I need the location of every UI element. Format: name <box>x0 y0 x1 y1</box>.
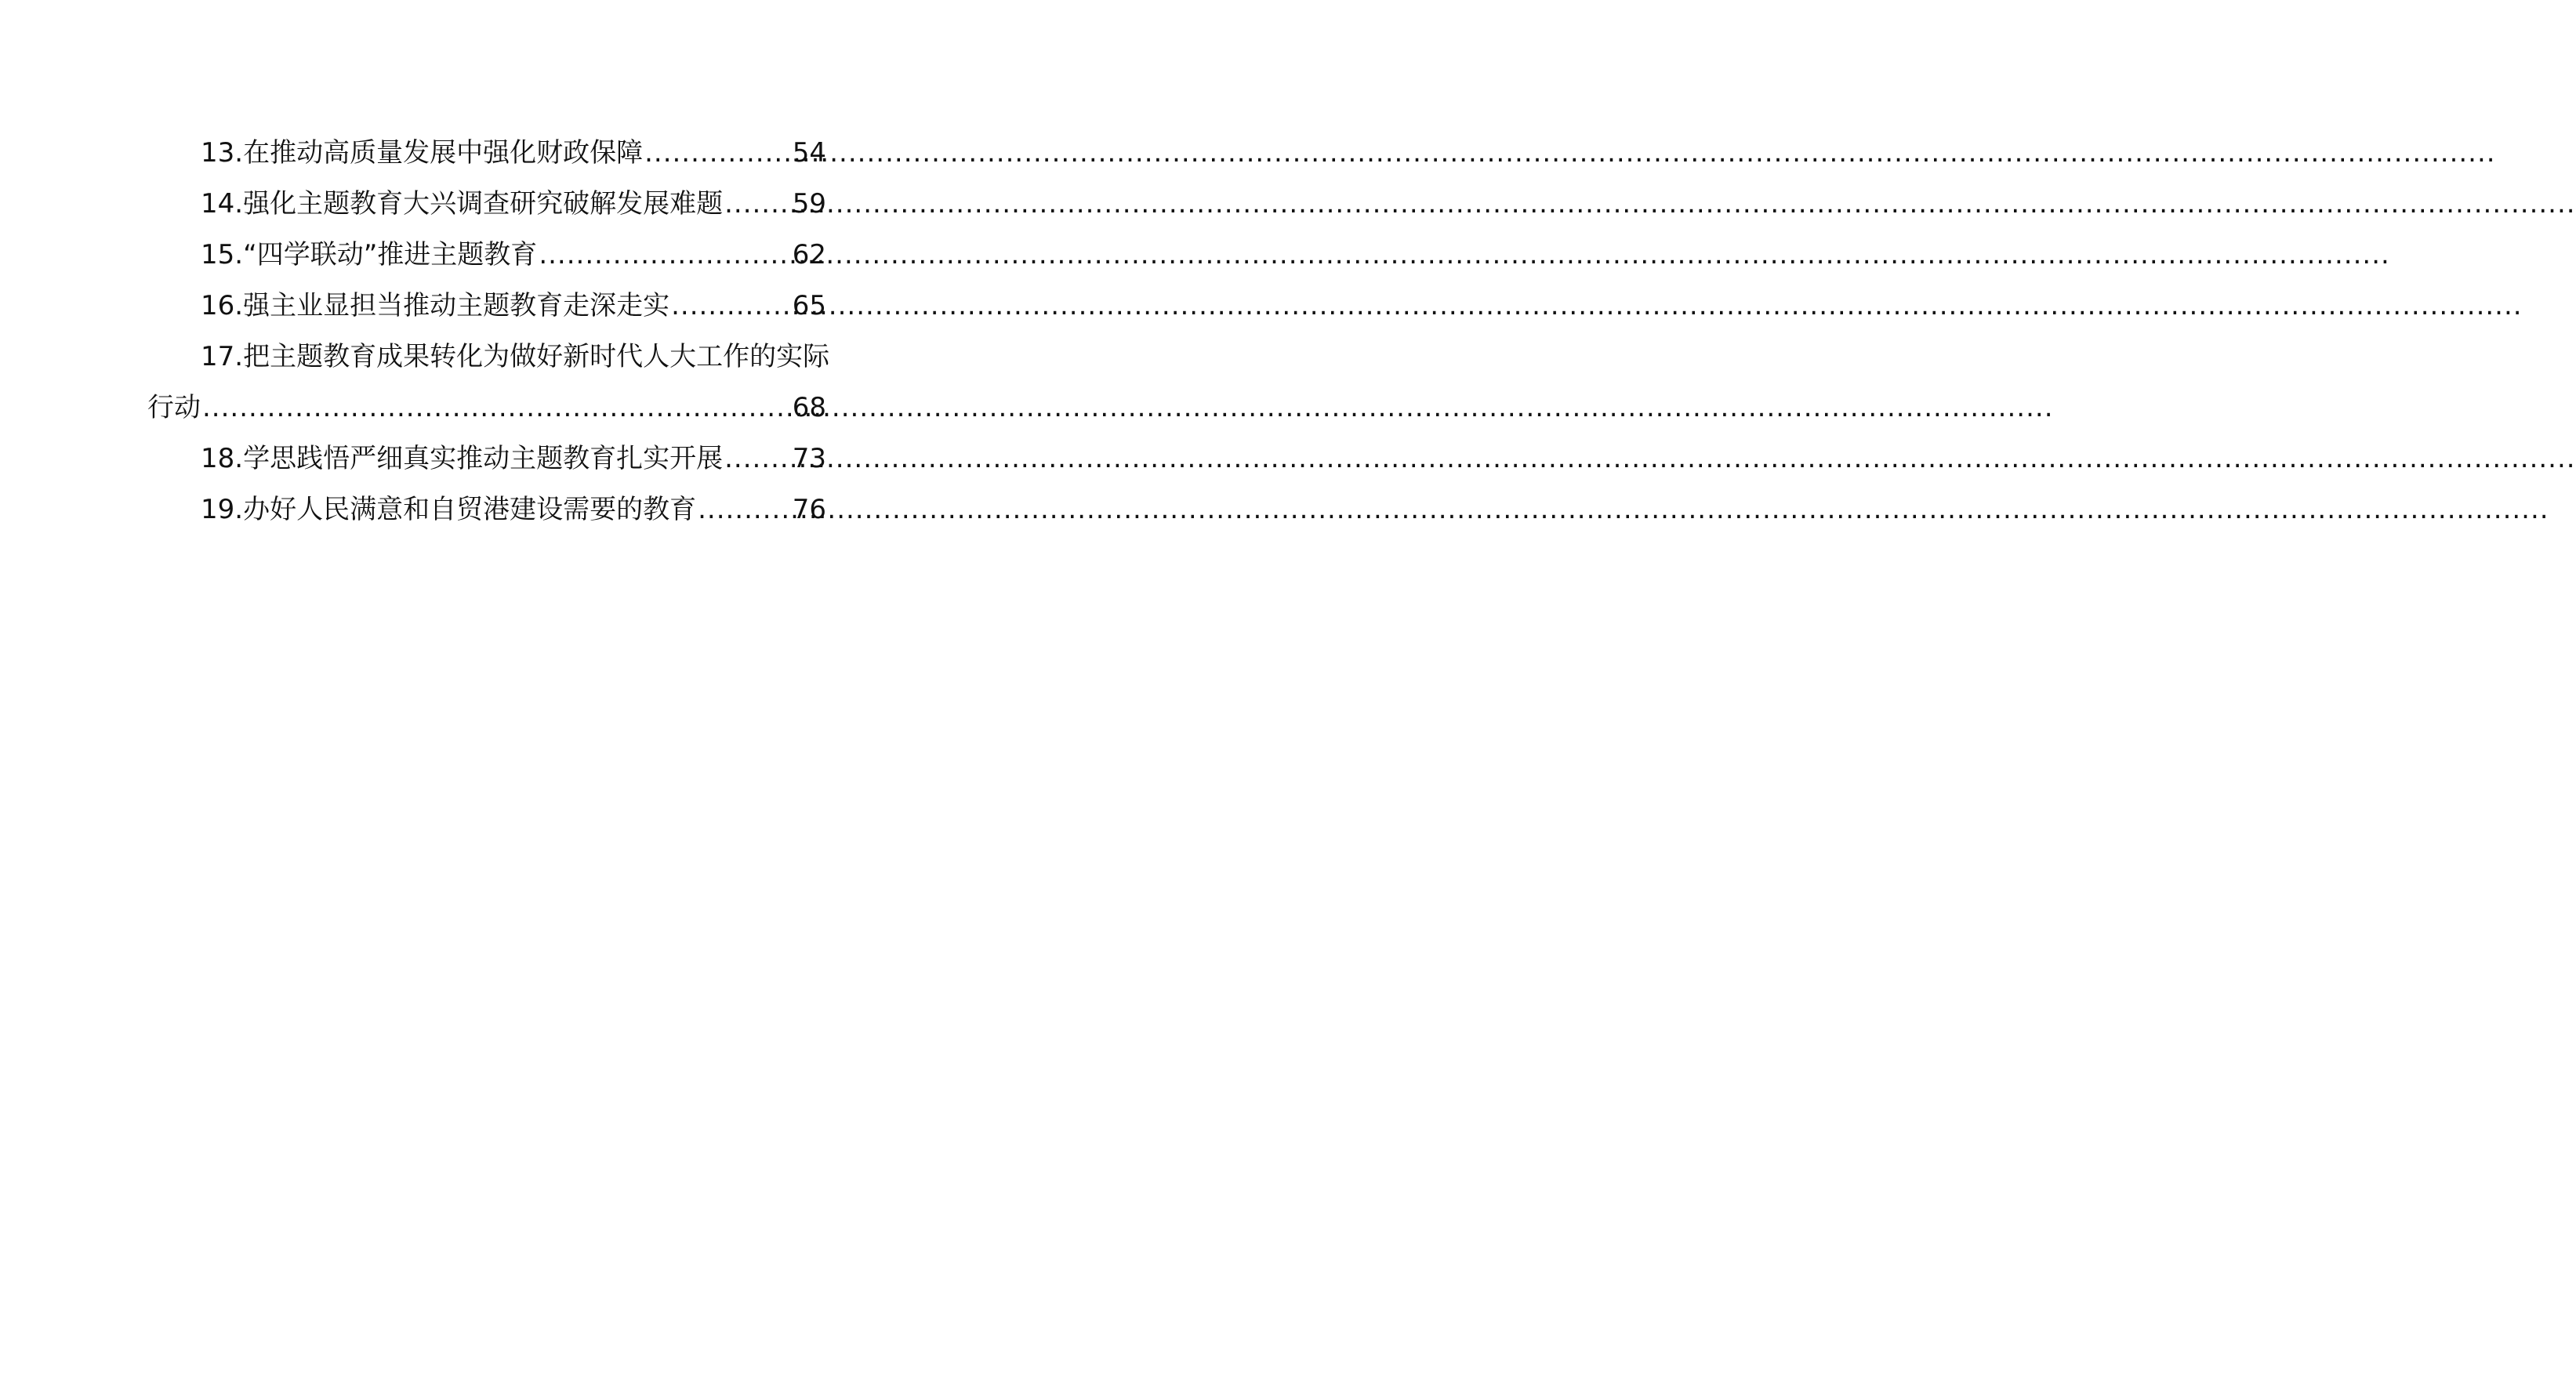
toc-page-number: 73 <box>792 443 826 474</box>
toc-entry-title <box>201 230 537 281</box>
toc-page-number: 54 <box>792 137 826 169</box>
toc-entry-13[interactable] <box>147 128 826 179</box>
dot-leader <box>643 128 793 179</box>
toc-entry-title <box>201 434 723 484</box>
toc-entry-title <box>201 179 723 230</box>
toc-entry-text: 把主题教育成果转化为做好新时代人大工作的实际 <box>243 341 830 372</box>
toc-entry-number: 18. <box>201 443 244 474</box>
toc-entry-number: 19. <box>201 494 244 525</box>
table-of-contents <box>147 128 830 535</box>
toc-page-number: 68 <box>792 392 826 423</box>
toc-page-number: 76 <box>792 494 826 525</box>
toc-entry-number: 16. <box>201 290 244 321</box>
dot-leader <box>537 230 792 281</box>
toc-entry-title <box>201 128 643 179</box>
toc-entry-14[interactable] <box>147 179 826 230</box>
toc-entry-text: 强化主题教育大兴调查研究破解发展难题 <box>243 188 724 219</box>
toc-entry-19[interactable] <box>147 484 826 535</box>
toc-entry-first-line <box>147 332 830 383</box>
toc-entry-text: 强主业显担当推动主题教育走深走实 <box>243 290 670 321</box>
dot-leader <box>723 179 793 230</box>
toc-entry-text: 办好人民满意和自贸港建设需要的教育 <box>243 494 697 525</box>
toc-entry-number: 17. <box>201 341 244 372</box>
toc-entry-number: 15. <box>201 239 244 270</box>
dot-leader <box>723 434 793 484</box>
toc-entry-title <box>201 484 696 535</box>
dot-leader <box>669 281 793 332</box>
toc-entry-17[interactable] <box>147 332 830 434</box>
toc-entry-continuation-line <box>147 383 826 434</box>
dot-leader <box>696 484 793 535</box>
toc-entry-text-continued: 行动 <box>147 392 201 423</box>
toc-entry-number: 14. <box>201 188 244 219</box>
toc-page-number: 62 <box>792 239 826 270</box>
toc-entry-text: 在推动高质量发展中强化财政保障 <box>243 137 644 169</box>
toc-entry-15[interactable] <box>147 230 826 281</box>
toc-entry-title <box>201 332 829 383</box>
toc-entry-18[interactable] <box>147 434 826 484</box>
toc-entry-16[interactable] <box>147 281 826 332</box>
toc-entry-title <box>201 281 669 332</box>
toc-entry-text: “四学联动”推进主题教育 <box>243 239 538 270</box>
toc-page-number: 59 <box>792 188 826 219</box>
toc-entry-text: 学思践悟严细真实推动主题教育扎实开展 <box>243 443 724 474</box>
toc-page-number: 65 <box>792 290 826 321</box>
toc-entry-number: 13. <box>201 137 244 169</box>
dot-leader <box>201 383 793 434</box>
